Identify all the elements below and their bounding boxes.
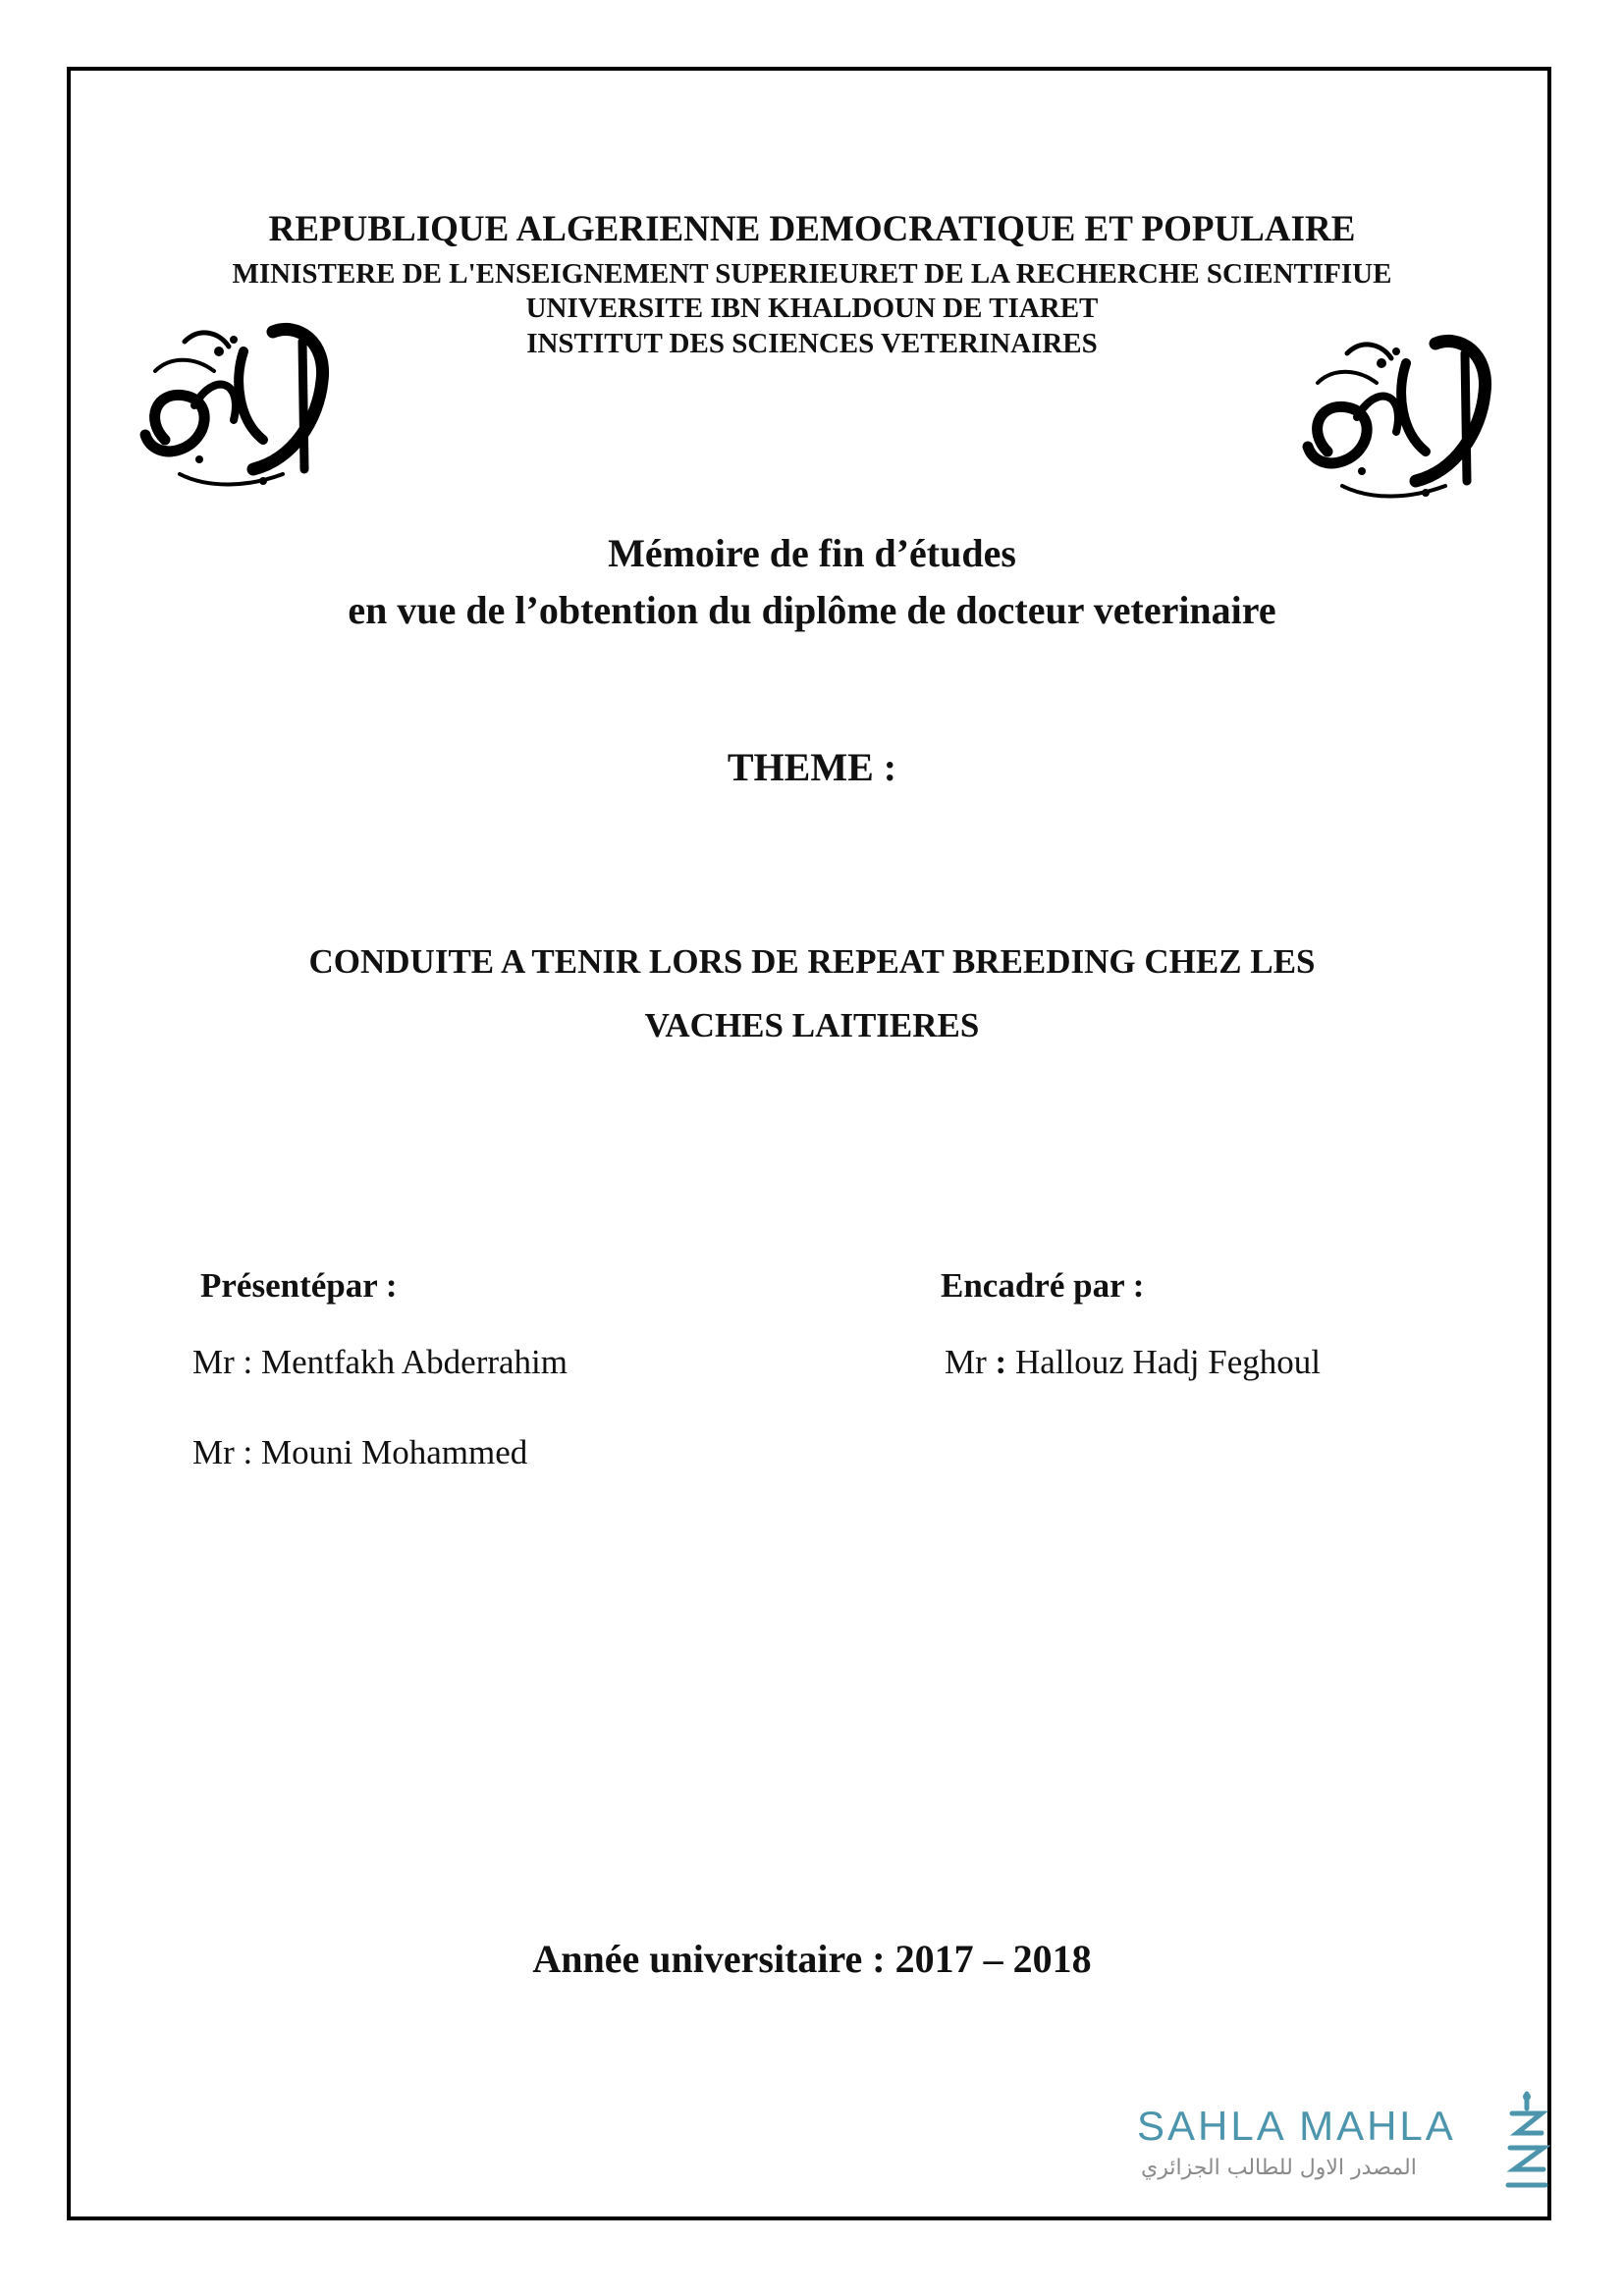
supervisor-full-name: Hallouz Hadj Feghoul: [1014, 1343, 1321, 1381]
watermark-tagline: المصدر الاول للطالب الجزائري: [1141, 2156, 1417, 2180]
sahla-mahla-watermark[interactable]: [1137, 2103, 1549, 2201]
student-name: Mr : Mentfakh Abderrahim: [192, 1343, 568, 1381]
university-calligraphy-logo-icon: [126, 312, 350, 504]
supervisor-prefix: Mr: [945, 1343, 987, 1381]
memoire-subtitle: en vue de l’obtention du diplôme de docteur veterinaire: [348, 588, 1276, 632]
header-republic: REPUBLIQUE ALGERIENNE DEMOCRATIQUE ET POPULAIRE: [268, 209, 1356, 249]
supervisor-colon: :: [986, 1343, 1015, 1381]
theme-title-line2: VACHES LAITIERES: [644, 1006, 980, 1044]
header-institute: INSTITUT DES SCIENCES VETERINAIRES: [526, 328, 1098, 359]
presented-by-label: Présentépar :: [200, 1266, 398, 1305]
watermark-brand: SAHLA MAHLA: [1137, 2103, 1456, 2149]
academic-year: Année universitaire : 2017 – 2018: [532, 1937, 1092, 1981]
university-calligraphy-logo-icon: [1288, 324, 1512, 515]
sahla-mahla-logo-icon: [1502, 2089, 1551, 2202]
header-ministry: MINISTERE DE L'ENSEIGNEMENT SUPERIEURET DE LA RECHERCHE SCIENTIFIUE: [232, 258, 1392, 290]
student-name: Mr : Mouni Mohammed: [192, 1433, 528, 1471]
header-university: UNIVERSITE IBN KHALDOUN DE TIARET: [525, 293, 1099, 324]
theme-label: THEME :: [727, 745, 897, 789]
supervised-by-label: Encadré par :: [941, 1266, 1145, 1305]
theme-title-line1: CONDUITE A TENIR LORS DE REPEAT BREEDING CHEZ LES: [308, 942, 1316, 981]
memoire-title: Mémoire de fin d’études: [608, 531, 1016, 575]
supervisor-name: [945, 1343, 1321, 1382]
